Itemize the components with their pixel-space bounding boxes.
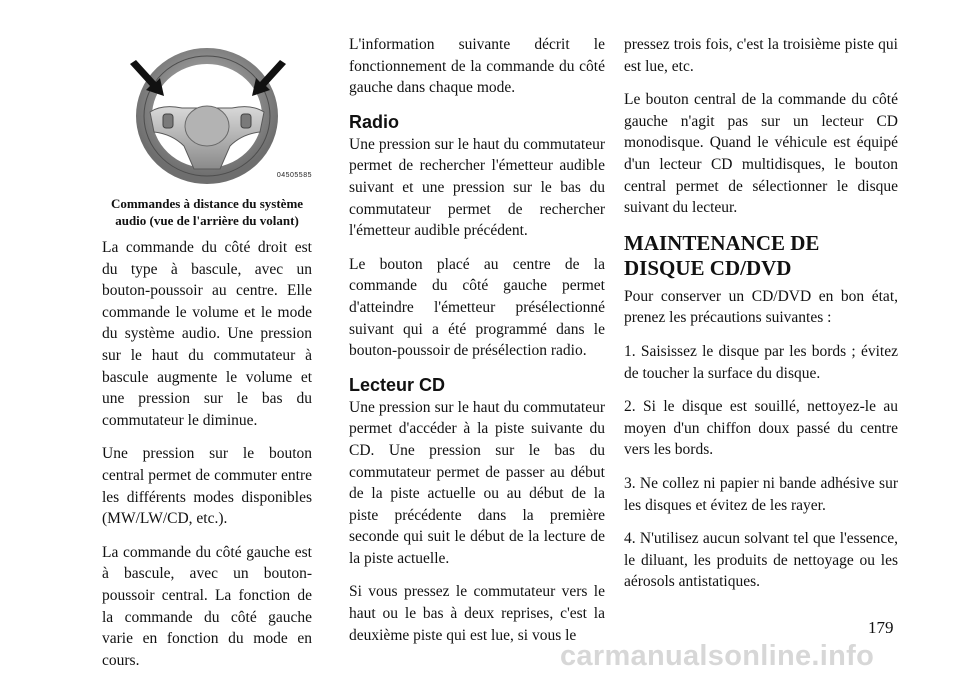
section-heading-maintenance	[624, 231, 898, 281]
paragraph: Pour conserver un CD/DVD en bon état, prenez les précautions suivantes :	[624, 287, 898, 327]
list-item: 3. Ne collez ni papier ni bande adhésive sur les disques et évitez de les rayer.	[624, 474, 898, 514]
paragraph: pressez trois fois, c'est la troisième piste qui est lue, etc.	[624, 36, 898, 75]
paragraph: Une pression sur le haut du commutateur permet d'accéder à la piste suivante du CD. Une pression sur le bas du commutateur permet de passer au début de la piste actuelle ou au début de la piste précédente dans la première seconde qui suit le début de la lecture de la piste actuelle.	[349, 398, 605, 567]
column-left	[102, 0, 312, 683]
list-item: 1. Saisissez le disque par les bords ; évitez de toucher la surface du disque.	[624, 342, 898, 382]
section-heading-radio: Radio	[349, 111, 400, 132]
watermark-text: carmanualsonline.info	[560, 640, 875, 672]
paragraph: Le bouton central de la commande du côté gauche n'agit pas sur un lecteur CD monodisque. Quand le véhicule est équipé d'un lecteur CD multidisques, le bouton central permet de sélectionner le disque suivant du lecteur.	[624, 91, 898, 217]
column-middle	[349, 34, 605, 658]
paragraph: L'information suivante décrit le fonctionnement de la commande du côté gauche dans chaque mode.	[349, 36, 605, 97]
paragraph: Le bouton placé au centre de la commande du côté gauche permet d'atteindre l'émetteur présélectionné suivant qui a été programmé dans le bouton-poussoir de présélection radio.	[349, 255, 605, 360]
caption-line-2: audio (vue de l'arrière du volant)	[115, 213, 299, 228]
figure-caption	[102, 195, 312, 229]
list-item: 4. N'utilisez aucun solvant tel que l'essence, le diluant, les produits de nettoyage ou les aérosols antistatiques.	[624, 530, 898, 591]
heading-line-2: DISQUE CD/DVD	[624, 255, 792, 280]
steering-wheel-figure	[102, 34, 312, 189]
paragraph: La commande du côté gauche est à bascule, avec un bouton-poussoir central. La fonction de la commande du côté gauche varie en fonction du mode en cours.	[102, 543, 312, 669]
heading-line-1: MAINTENANCE DE	[624, 230, 820, 255]
figure-code: 04505585	[276, 172, 312, 179]
paragraph: Une pression sur le bouton central permet de commuter entre les différents modes disponibles (MW/LW/CD, etc.).	[102, 445, 312, 528]
page-number: 179	[868, 618, 894, 637]
section-heading-cd: Lecteur CD	[349, 374, 446, 395]
paragraph: La commande du côté droit est du type à bascule, avec un bouton-poussoir au centre. Elle commande le volume et le mode du système audio. Une pression sur le haut du commutateur à bascule augmente le volume et une pression sur le bas du commutateur le diminue.	[102, 239, 312, 429]
list-item: 2. Si le disque est souillé, nettoyez-le au moyen d'un chiffon doux passé du centre vers les bords.	[624, 398, 898, 459]
steering-wheel-icon	[102, 34, 312, 184]
paragraph: Si vous pressez le commutateur vers le haut ou le bas à deux reprises, c'est la deuxième piste qui est lue, si vous le	[349, 583, 605, 644]
caption-line-1: Commandes à distance du système	[110, 196, 304, 211]
column-right	[624, 34, 898, 605]
paragraph: Une pression sur le haut du commutateur permet de rechercher l'émetteur audible suivant et une pression sur le bas du commutateur permet de rechercher l'émetteur audible précédent.	[349, 135, 605, 240]
